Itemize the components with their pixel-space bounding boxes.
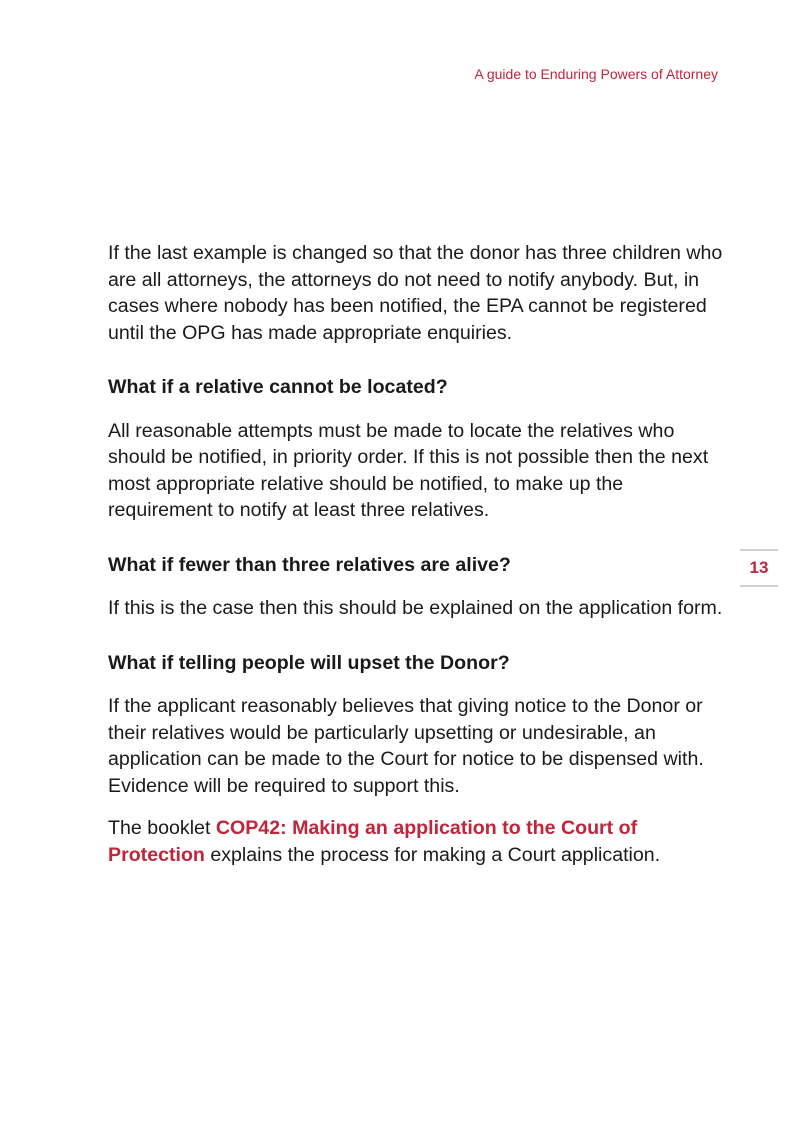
closing-paragraph — [108, 815, 728, 868]
section-heading-relative-not-located: What if a relative cannot be located? — [108, 376, 448, 398]
running-header: A guide to Enduring Powers of Attorney — [474, 66, 718, 82]
section-heading-upset-donor: What if telling people will upset the Donor? — [108, 651, 510, 674]
section-text-upset-donor: If the applicant reasonably believes that giving notice to the Donor or their relatives would be particularly upsetting or undesirable, an application can be made to the Court for notice to be dispensed with. Evidence will be required to support this. — [108, 695, 704, 797]
page-number: 13 — [749, 558, 769, 577]
section-text-relative-not-located: All reasonable attempts must be made to locate the relatives who should be notified, in priority order. If this is not possible then the next most appropriate relative should be notified, to make up the requirement to notify at least three relatives. — [108, 419, 709, 521]
section-text-fewer-relatives: If this is the case then this should be explained on the application form. — [108, 597, 723, 619]
page-number-tab — [740, 549, 778, 587]
closing-prefix: The booklet — [108, 817, 216, 839]
intro-paragraph: If the last example is changed so that the donor has three children who are all attorneys, the attorneys do not need to notify anybody. But, in cases where nobody has been notified, the EPA cannot be registered until the OPG has made appropriate enquiries. — [108, 242, 723, 344]
closing-suffix: explains the process for making a Court application. — [204, 843, 661, 866]
page-body — [108, 240, 728, 868]
cop42-booklet-link[interactable]: COP42: Making an application to the Court of Protection — [108, 817, 638, 866]
section-heading-fewer-relatives: What if fewer than three relatives are alive? — [108, 553, 511, 576]
